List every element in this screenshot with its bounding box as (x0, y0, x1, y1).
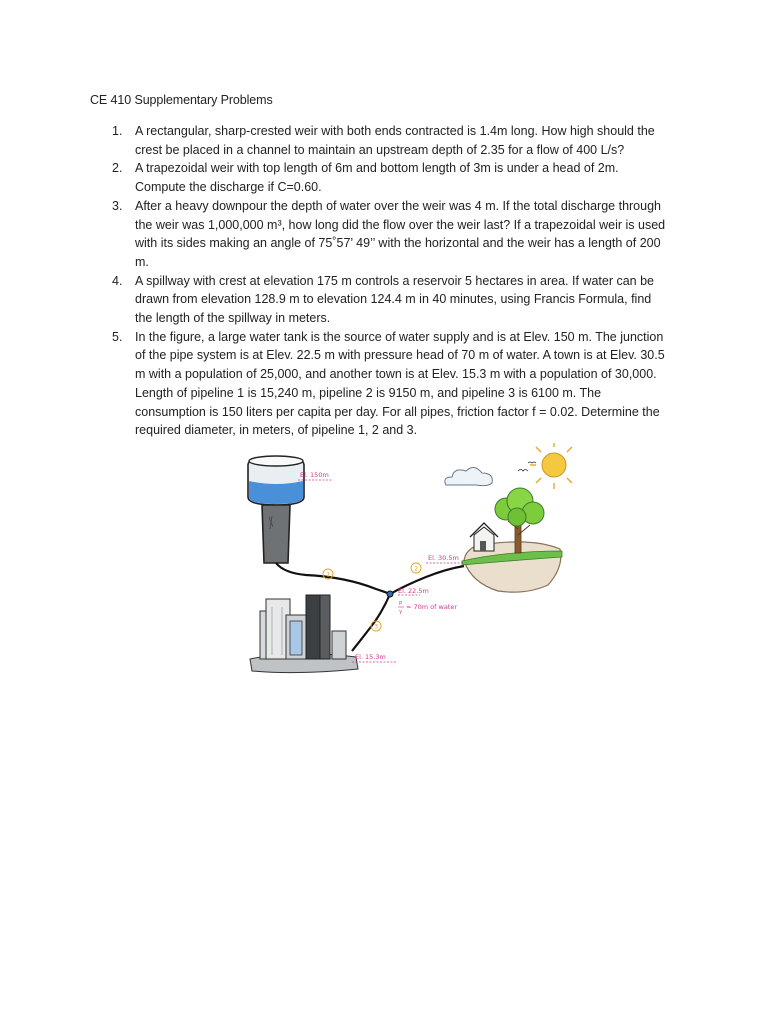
problem-line: consumption is 150 liters per capita per day. For all pipes, friction factor f = 0.02. Determine the (135, 404, 660, 419)
junction-elevation-label: El. 22.5m (398, 587, 429, 595)
problem-line: A rectangular, sharp-crested weir with both ends contracted is 1.4m long. How high should the (135, 124, 655, 138)
problem-line: In the figure, a large water tank is the source of water supply and is at Elev. 150 m. The junction (135, 329, 664, 344)
junction-node (387, 591, 393, 597)
pipe-1-number: 1 (326, 571, 331, 579)
problem-number: 3. (112, 198, 123, 213)
problem-number: 5. (112, 329, 123, 344)
problem-line: drawn from elevation 128.9 m to elevation 124.4 m in 40 minutes, using Francis Formula, find (135, 292, 652, 307)
city-buildings-icon (250, 595, 358, 673)
town-island-icon (462, 488, 562, 592)
pipe-3-line (352, 594, 390, 651)
problem-item (90, 122, 680, 159)
pipe-1-line (276, 563, 390, 594)
document-title: CE 410 Supplementary Problems (90, 93, 273, 107)
problem-item (90, 328, 680, 440)
bird-icon (528, 462, 536, 463)
water-tank-icon (248, 456, 304, 563)
problem-line: m with a population of 25,000, and another town is at Elev. 15.3 m with a population of 30,000. (135, 367, 657, 382)
problem-line: the weir was 1,000,000 m³, how long did the flow over the weir last? If a trapezoidal weir is used (135, 217, 666, 232)
problem-number: 1. (112, 124, 123, 138)
city-elevation-label: El. 15.3m (355, 653, 386, 661)
pressure-head-label: = 70m of water (406, 603, 458, 611)
problem-line: of the pipe system is at Elev. 22.5 m with pressure head of 70 m of water. A town is at Elev. 30.5 (135, 348, 665, 363)
problem-number: 2. (112, 161, 123, 176)
problem-item (90, 272, 680, 328)
pressure-head-gamma: γ (399, 609, 403, 615)
pipe-network-drawing (236, 443, 576, 683)
problem-line: After a heavy downpour the depth of water over the weir was 4 m. If the total discharge through (135, 198, 661, 213)
pipe-network-figure (236, 443, 576, 683)
pipe-3-number: 3 (374, 623, 379, 631)
cloud-icon (445, 467, 492, 485)
problem-line: crest be placed in a channel to maintain an upstream depth of 2.35 for a flow of 400 L/s? (135, 142, 625, 157)
pressure-head-p: P (399, 601, 403, 607)
bird-icon (518, 470, 528, 472)
problem-list (90, 122, 680, 440)
town-elevation-label: El. 30.5m (428, 554, 459, 562)
pipe-2-number: 2 (414, 565, 419, 573)
problem-item (90, 159, 680, 196)
problem-line: A trapezoidal weir with top length of 6m and bottom length of 3m is under a head of 2m. (135, 161, 619, 176)
problem-line: m. (135, 254, 149, 269)
problem-item (90, 197, 680, 272)
problem-line: Length of pipeline 1 is 15,240 m, pipeline 2 is 9150 m, and pipeline 3 is 6100 m. The (135, 385, 602, 400)
problem-number: 4. (112, 273, 123, 288)
problem-line: the length of the spillway in meters. (135, 311, 331, 326)
problem-line: required diameter, in meters, of pipeline 1, 2 and 3. (135, 423, 418, 438)
problem-line: Compute the discharge if C=0.60. (135, 180, 322, 195)
tank-elevation-label: El. 150m (300, 471, 329, 479)
sun-icon (530, 443, 572, 489)
problem-line: with its sides making an angle of 75˚57’ 49’’ with the horizontal and the weir has a length of 200 (135, 236, 661, 251)
problem-line: A spillway with crest at elevation 175 m controls a reservoir 5 hectares in area. If water can be (135, 273, 654, 288)
